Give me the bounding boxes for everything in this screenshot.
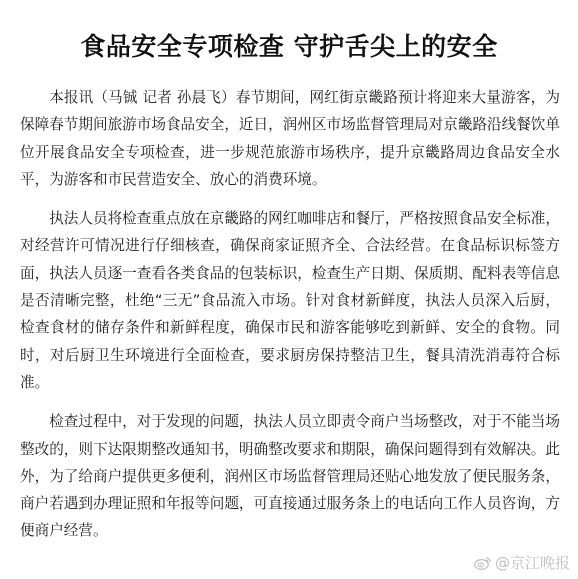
- weibo-icon: [474, 555, 492, 571]
- article-title: 食品安全专项检查 守护舌尖上的安全: [80, 32, 498, 61]
- paragraph-intro: 本报讯（马铖 记者 孙晨飞）春节期间，网红街京畿路预计将迎来大量游客，为保障春节期间旅游市场食品安全，近日，润州区市场监督管理局对京畿路沿线餐饮单位开展食品安全专项检查，进一步规范旅游市场秩序，提升京畿路周边食品安全水平，为游客和市民营造安全、放心的消费环境。: [20, 89, 560, 188]
- paragraph-inspection: 执法人员将检查重点放在京畿路的网红咖啡店和餐厅，严格按照食品安全标准，对经营许可情况进行仔细核查，确保商家证照齐全、合法经营。在食品标识标签方面，执法人员逐一查看各类食品的包装标识，检查生产日期、保质期、配料表等信息是否清晰完整，杜绝“三无”食品流入市场。针对食材新鲜度，执法人员深入后厨，检查食材的储存条件和新鲜程度，确保市民和游客能够吃到新鲜、安全的食物。同时，对后厨卫生环境进行全面检查，要求厨房保持整洁卫生，餐具清洗消毒符合标准。: [20, 210, 560, 391]
- paragraph-rectification: 检查过程中，对于发现的问题，执法人员立即责令商户当场整改，对于不能当场整改的，则下达限期整改通知书，明确整改要求和期限，确保问题得到有效解决。此外，为了给商户提供更多便利，润州区市场监督管理局还贴心地发放了便民服务条，商户若遇到办理证照和年报等问题，可直接通过服务条上的电话向工作人员咨询，方便商户经营。: [20, 413, 560, 540]
- weibo-watermark: [474, 552, 570, 573]
- watermark-text: @京江晚报: [494, 554, 570, 572]
- article-body: [20, 84, 560, 557]
